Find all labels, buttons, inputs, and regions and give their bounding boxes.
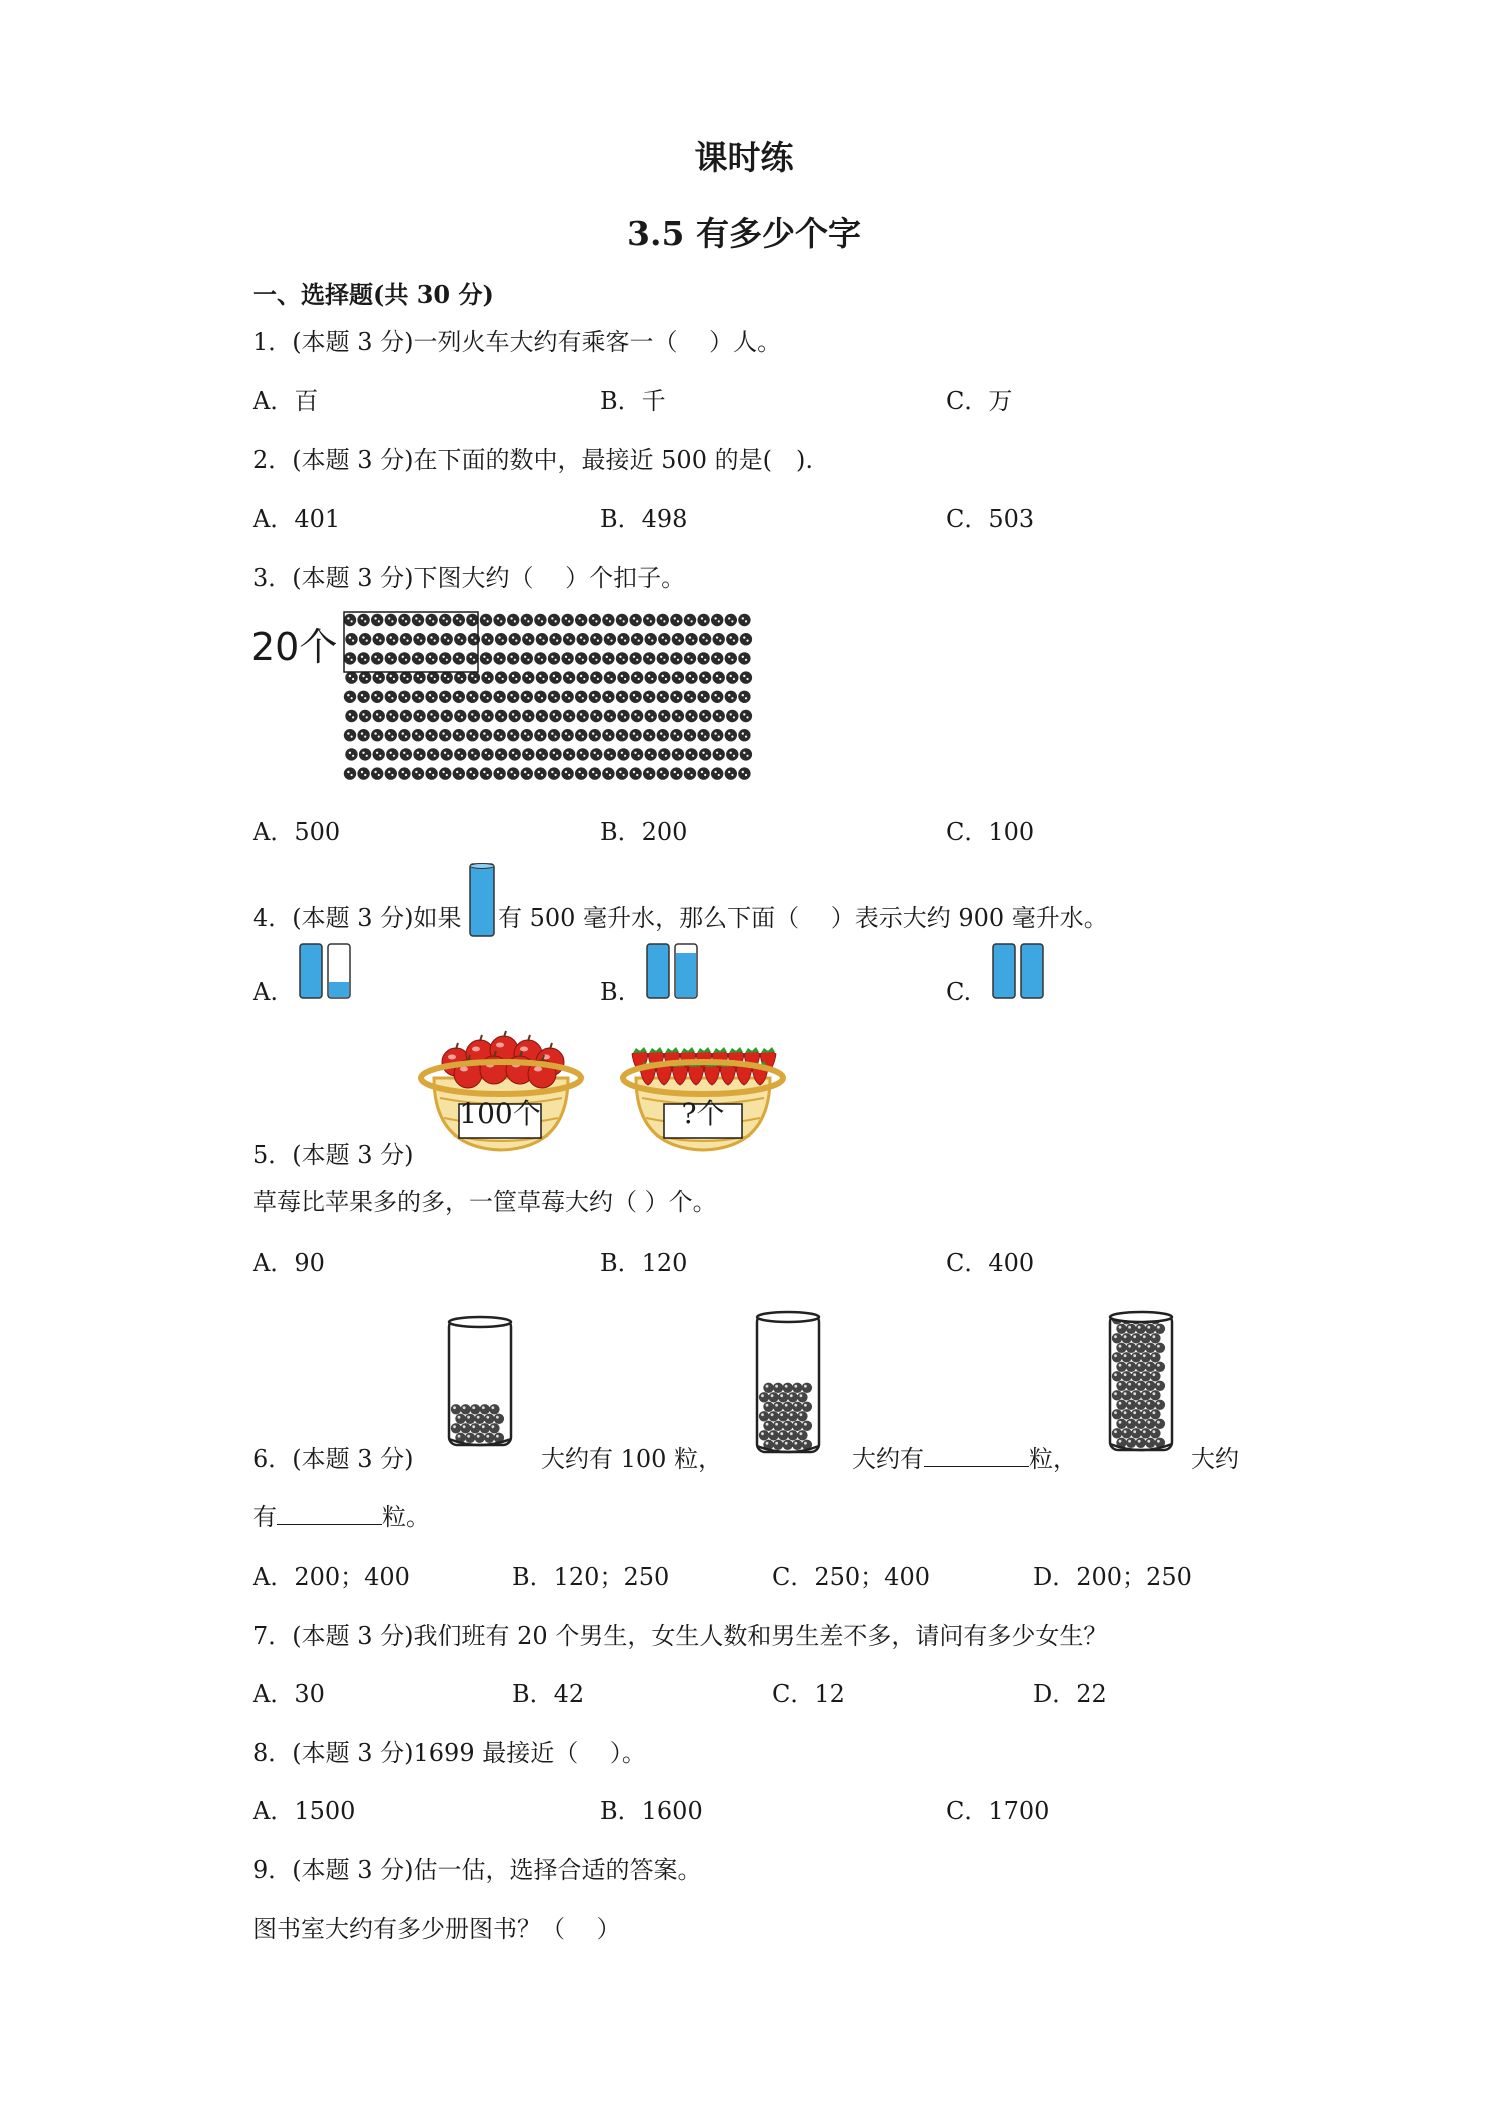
- q6-option-d[interactable]: D．200；250: [1033, 1563, 1192, 1591]
- q2-option-c[interactable]: C．503: [946, 505, 1035, 533]
- page-title: 课时练: [694, 138, 794, 177]
- question-5: 5．(本题 3 分): [253, 1141, 414, 1169]
- q6-text-2b: 粒，: [1029, 1445, 1077, 1473]
- q4-option-b[interactable]: B.: [600, 978, 626, 1006]
- q6-text-2: [852, 1439, 1077, 1474]
- q1-option-c[interactable]: C．万: [946, 387, 1013, 415]
- q4-option-c[interactable]: C.: [946, 978, 972, 1006]
- lesson-title: 3.5 有多少个字: [627, 214, 861, 253]
- q4-option-a-cups-icon[interactable]: [298, 942, 354, 1000]
- q7-option-b[interactable]: B．42: [512, 1680, 585, 1708]
- q2-option-a[interactable]: A．401: [253, 505, 341, 533]
- jar-medium-icon: [753, 1308, 823, 1460]
- apple-basket-label: 100个: [459, 1097, 541, 1130]
- question-5-line2: 草莓比苹果多的多，一筐草莓大约（ ）个。: [253, 1188, 717, 1216]
- q6-text-1: 大约有 100 粒，: [541, 1445, 723, 1473]
- jar-100-icon: [445, 1313, 515, 1453]
- strawberry-basket-icon: [616, 1018, 790, 1154]
- q8-option-a[interactable]: A．1500: [253, 1797, 356, 1825]
- question-9-line2: 图书室大约有多少册图书？（ ）: [253, 1915, 621, 1943]
- question-3: 3．(本题 3 分)下图大约（ ）个扣子。: [253, 564, 686, 592]
- q6-line2b: 粒。: [382, 1503, 430, 1531]
- q6-line2a: 有: [253, 1503, 277, 1531]
- q6-blank-2[interactable]: [277, 1502, 382, 1525]
- buttons-figure: [342, 610, 752, 790]
- apple-basket-icon: [414, 1018, 588, 1154]
- strawberry-basket-label: ?个: [681, 1097, 725, 1130]
- q2-option-b[interactable]: B．498: [600, 505, 688, 533]
- jar-full-icon: [1106, 1308, 1176, 1458]
- q7-option-a[interactable]: A．30: [253, 1680, 325, 1708]
- q3-option-b[interactable]: B．200: [600, 818, 688, 846]
- question-9: 9．(本题 3 分)估一估，选择合适的答案。: [253, 1856, 702, 1884]
- q6-text-3: 大约: [1191, 1445, 1239, 1473]
- q5-option-b[interactable]: B．120: [600, 1249, 688, 1277]
- q8-option-b[interactable]: B．1600: [600, 1797, 703, 1825]
- question-4-part1: 4．(本题 3 分)如果: [253, 904, 462, 932]
- q5-option-a[interactable]: A．90: [253, 1249, 325, 1277]
- q7-option-d[interactable]: D．22: [1033, 1680, 1107, 1708]
- reference-cup-icon: [468, 862, 496, 938]
- q4-option-a[interactable]: A.: [253, 978, 278, 1006]
- q6-line2: [253, 1497, 430, 1532]
- question-8: 8．(本题 3 分)1699 最接近（ ）。: [253, 1739, 646, 1767]
- q3-option-c[interactable]: C．100: [946, 818, 1035, 846]
- q1-option-a[interactable]: A．百: [253, 387, 319, 415]
- question-2: 2．(本题 3 分)在下面的数中，最接近 500 的是( ).: [253, 446, 813, 474]
- q3-option-a[interactable]: A．500: [253, 818, 341, 846]
- q6-text-2a: 大约有: [852, 1445, 924, 1473]
- buttons-grid: [344, 614, 752, 780]
- q1-option-b[interactable]: B．千: [600, 387, 666, 415]
- question-1: 1．(本题 3 分)一列火车大约有乘客一（ ）人。: [253, 328, 782, 356]
- q6-blank-1[interactable]: [924, 1444, 1029, 1467]
- q8-option-c[interactable]: C．1700: [946, 1797, 1050, 1825]
- q5-option-c[interactable]: C．400: [946, 1249, 1035, 1277]
- q6-option-b[interactable]: B．120；250: [512, 1563, 670, 1591]
- q7-option-c[interactable]: C．12: [772, 1680, 845, 1708]
- q4-option-b-cups-icon[interactable]: [645, 942, 701, 1000]
- question-7: 7．(本题 3 分)我们班有 20 个男生，女生人数和男生差不多，请问有多少女生？: [253, 1622, 1108, 1650]
- q6-option-c[interactable]: C．250；400: [772, 1563, 930, 1591]
- section-heading: 一、选择题(共 30 分): [253, 280, 494, 309]
- question-6: 6．(本题 3 分): [253, 1445, 414, 1473]
- q4-option-c-cups-icon[interactable]: [991, 942, 1047, 1000]
- q6-option-a[interactable]: A．200；400: [253, 1563, 410, 1591]
- figure-label-20: 20个: [251, 625, 338, 669]
- question-4-part2: 有 500 毫升水，那么下面（ ）表示大约 900 毫升水。: [498, 904, 1108, 932]
